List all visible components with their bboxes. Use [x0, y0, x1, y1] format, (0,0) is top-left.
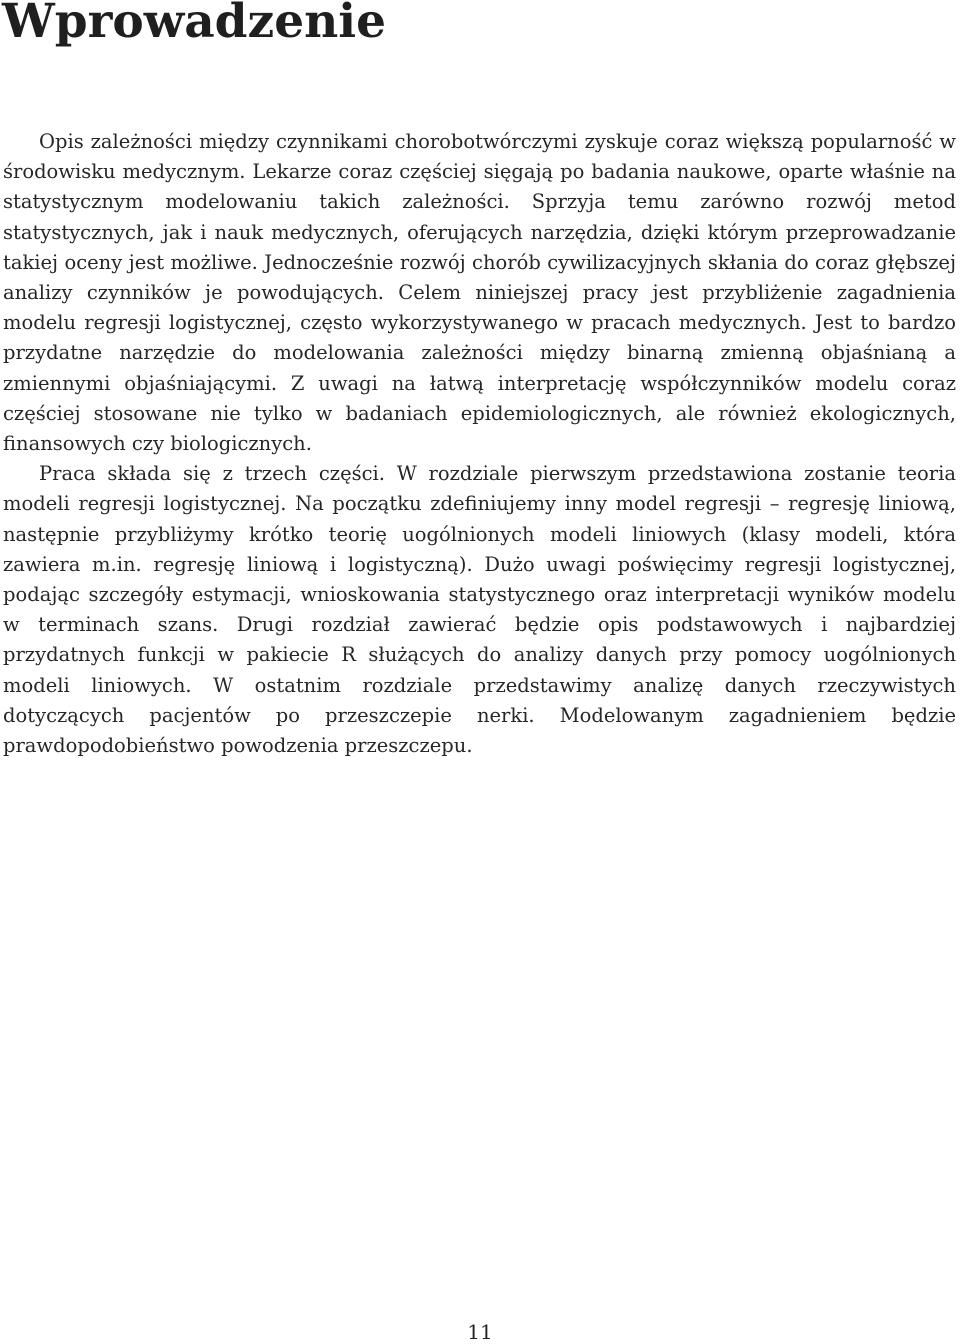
body-text	[3, 127, 956, 761]
paragraph-intro: Opis zależności między czynnikami chorobotwórczymi zyskuje coraz większą popularność w środowisku medycznym. Lekarze coraz częściej sięgają po badania naukowe, oparte właśnie na statystycznym modelowaniu takich zależności. Sprzyja temu zarówno rozwój metod statystycznych, jak i nauk medycznych, oferujących narzędzia, dzięki którym przeprowadzanie takiej oceny jest możliwe. Jednocześnie rozwój chorób cywilizacyjnych skłania do coraz głębszej analizy czynników je powodujących. Celem niniejszej pracy jest przybliżenie zagadnienia modelu regresji logistycznej, często wykorzystywanego w pracach medycznych. Jest to bardzo przydatne narzędzie do modelowania zależności między binarną zmienną objaśnianą a zmiennymi objaśniającymi. Z uwagi na łatwą interpretację współczynników modelu coraz częściej stosowane nie tylko w badaniach epidemiologicznych, ale również ekologicznych, finansowych czy biologicznych.	[3, 130, 956, 456]
page-number: 11	[467, 1320, 493, 1344]
paragraph-structure: Praca składa się z trzech części. W rozdziale pierwszym przedstawiona zostanie teoria modeli regresji logistycznej. Na początku zdefiniujemy inny model regresji – regresję liniową, następnie przybliżymy krótko teorię uogólnionych modeli liniowych (klasy modeli, która zawiera m.in. regresję liniową i logistyczną). Dużo uwagi poświęcimy regresji logistycznej, podając szczegóły estymacji, wnioskowania statystycznego oraz interpretacji wyników modelu w terminach szans. Drugi rozdział zawierać będzie opis podstawowych i najbardziej przydatnych funkcji w pakiecie R służących do analizy danych przy pomocy uogólnionych modeli liniowych. W ostatnim rozdziale przedstawimy analizę danych rzeczywistych dotyczących pacjentów po przeszczepie nerki. Modelowanym zagadnieniem będzie prawdopodobieństwo powodzenia przeszczepu.	[3, 462, 956, 758]
chapter-title: Wprowadzenie	[2, 0, 387, 49]
